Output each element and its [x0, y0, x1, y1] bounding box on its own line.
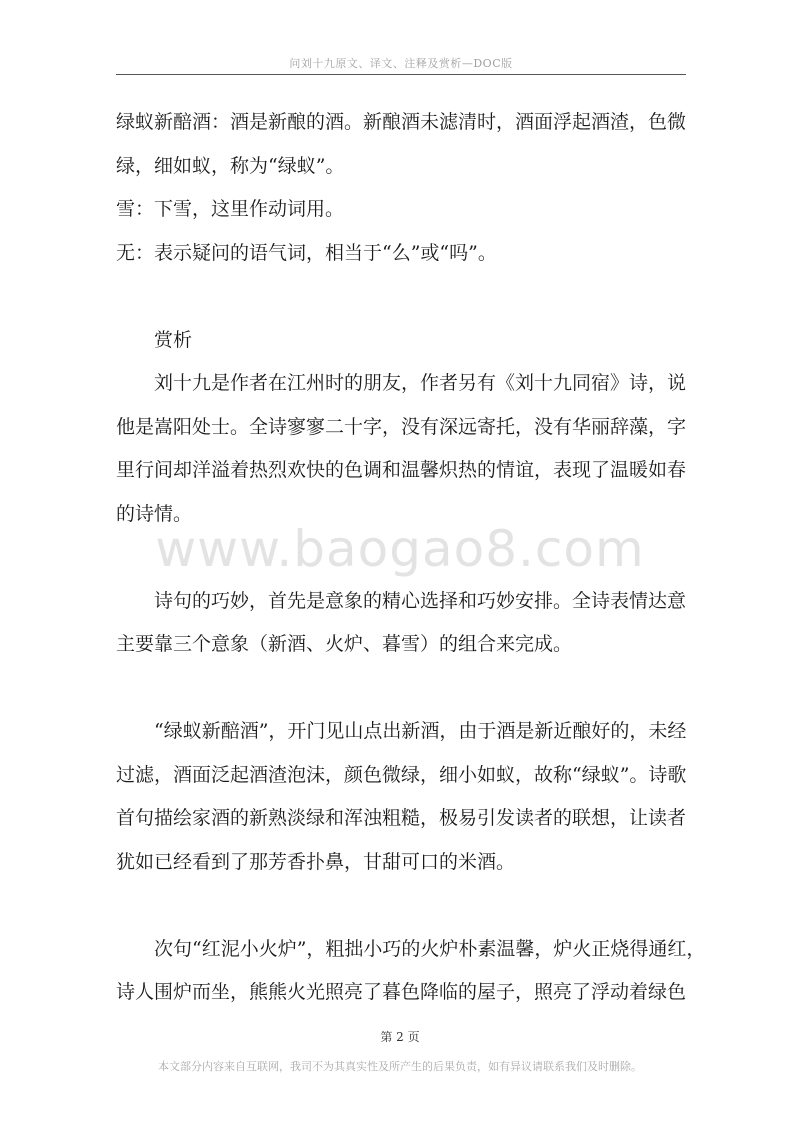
- spacer: [116, 667, 686, 711]
- document-body: [116, 101, 706, 1015]
- paragraph-line: 主要靠三个意象（新酒、火炉、暮雪）的组合来完成。: [116, 633, 573, 655]
- paragraph-line: 里行间却洋溢着热烈欢快的色调和温馨炽热的情谊，表现了温暖如春: [116, 459, 687, 481]
- paragraph-line: 首句描绘家酒的新熟淡绿和浑浊粗糙，极易引发读者的联想，让读者: [116, 807, 687, 829]
- paragraph-line: 次句“红泥小火炉”，粗拙小巧的火炉朴素温馨，炉火正烧得通红，: [154, 937, 706, 960]
- paragraph-line: 刘十九是作者在江州时的朋友，作者另有《刘十九同宿》诗，说: [154, 372, 687, 394]
- note-line: 绿，细如蚁，称为“绿蚁”。: [116, 154, 345, 177]
- note-line: 无：表示疑问的语气词，相当于“么”或“吗”。: [116, 241, 497, 264]
- header-divider: [116, 74, 686, 75]
- watermark-text: www.baogao8.com: [155, 520, 645, 578]
- footer-disclaimer: 本文部分内容来自互联网，我司不为其真实性及所产生的后果负责，如有异议请联系我们及时删除。: [158, 1060, 642, 1073]
- paragraph-line: 诗句的巧妙，首先是意象的精心选择和巧妙安排。全诗表情达意: [154, 589, 687, 612]
- spacer: [116, 536, 686, 580]
- paragraph-line: 的诗情。: [116, 502, 193, 525]
- paragraph-line: “绿蚁新醅酒”，开门见山点出新酒，由于酒是新近酿好的，未经: [154, 720, 687, 742]
- paragraph-line: 诗人围炉而坐，熊熊火光照亮了暮色降临的屋子，照亮了浮动着绿色: [116, 981, 687, 1003]
- spacer: [116, 275, 686, 319]
- section-title: 赏析: [154, 328, 193, 351]
- paragraph-line: 他是嵩阳处士。全诗寥寥二十字，没有深远寄托，没有华丽辞藻，字: [116, 415, 687, 438]
- paragraph-line: 过滤，酒面泛起酒渣泡沫，颜色微绿，细小如蚁，故称“绿蚁”。诗歌: [116, 763, 687, 786]
- note-line: 雪：下雪，这里作动词用。: [116, 198, 345, 220]
- page-number: 第 2 页: [380, 1030, 420, 1044]
- spacer: [116, 884, 686, 928]
- paragraph-line: 犹如已经看到了那芳香扑鼻，甘甜可口的米酒。: [116, 850, 516, 873]
- note-line: 绿蚁新醅酒：酒是新酿的酒。新酿酒未滤清时，酒面浮起酒渣，色微: [116, 111, 687, 133]
- page-header-title: 问刘十九原文、译文、注释及赏析—DOC版: [289, 57, 513, 70]
